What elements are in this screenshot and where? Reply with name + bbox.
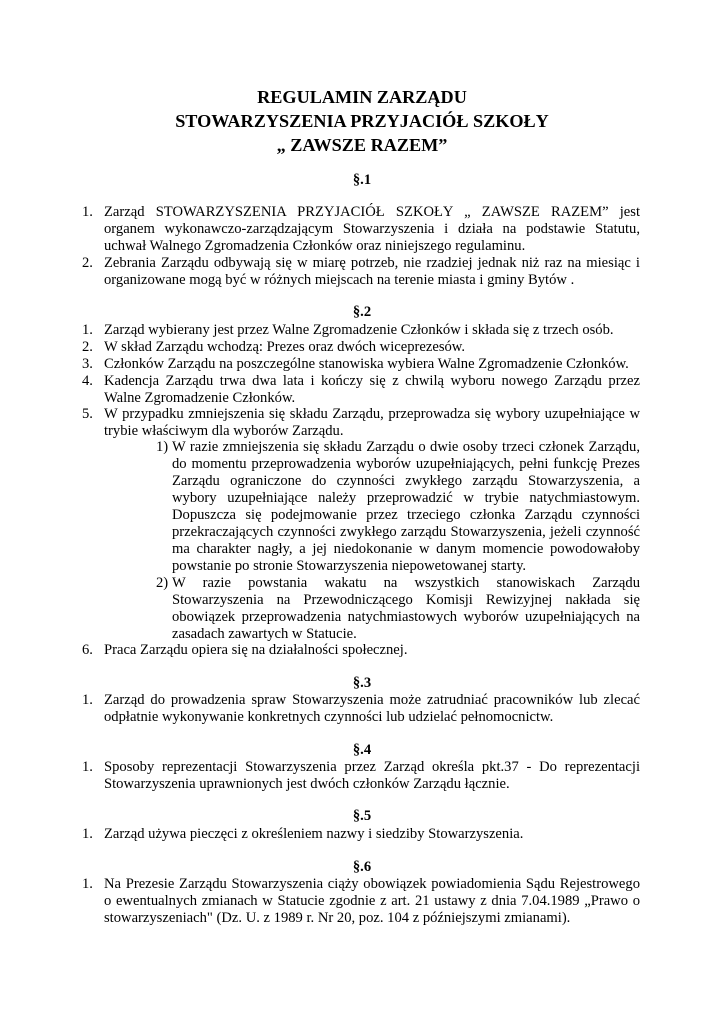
item-text: Kadencja Zarządu trwa dwa lata i kończy się z chwilą wyboru nowego Zarządu przez Walne Zgromadzenie Członków. bbox=[104, 373, 640, 406]
item-number: 1. bbox=[82, 759, 93, 775]
item-number: 2. bbox=[82, 255, 93, 271]
item-number: 6. bbox=[82, 642, 93, 658]
title-line-3: „ ZAWSZE RAZEM” bbox=[276, 135, 448, 155]
section-heading-3: §.3 bbox=[352, 675, 372, 691]
title-line-2: STOWARZYSZENIA PRZYJACIÓŁ SZKOŁY bbox=[175, 111, 549, 131]
item-text: Zarząd do prowadzenia spraw Stowarzyszenia może zatrudniać pracowników lub zlecać odpłatnie wykonywanie konkretnych czynności lub udzielać pełnomocnictw. bbox=[104, 692, 640, 725]
item-text: Zarząd używa pieczęci z określeniem nazwy i siedziby Stowarzyszenia. bbox=[104, 826, 524, 842]
item-number: 3. bbox=[82, 356, 93, 372]
item-number: 1. bbox=[82, 322, 93, 338]
section-heading-1: §.1 bbox=[352, 172, 372, 188]
item-number: 1. bbox=[82, 204, 93, 220]
item-number: 5. bbox=[82, 406, 93, 422]
item-text: Zebrania Zarządu odbywają się w miarę potrzeb, nie rzadziej jednak niż raz na miesiąc i organizowane mogą być w różnych miejscach na terenie miasta i gminy Bytów . bbox=[104, 255, 640, 288]
sub-item-text: W razie powstania wakatu na wszystkich stanowiskach Zarządu Stowarzyszenia na Przewodniczącego Komisji Rewizyjnej nakłada się obowiązek przeprowadzenia natychmiastowych wyborów uzupełniających na zasadach zawartych w Statucie. bbox=[172, 575, 640, 642]
item-text: Zarząd wybierany jest przez Walne Zgromadzenie Członków i składa się z trzech osób. bbox=[104, 322, 614, 338]
item-text: W przypadku zmniejszenia się składu Zarządu, przeprowadza się wybory uzupełniające w trybie właściwym dla wyborów Zarządu. bbox=[104, 406, 640, 439]
item-text: Zarząd STOWARZYSZENIA PRZYJACIÓŁ SZKOŁY „ ZAWSZE RAZEM” jest organem wykonawczo-zarządzającym Stowarzyszenia i działa na podstawie Statutu, uchwał Walnego Zgromadzenia Członków oraz niniejszego regulaminu. bbox=[104, 204, 640, 254]
item-text: Praca Zarządu opiera się na działalności społecznej. bbox=[104, 642, 408, 658]
sub-item-text: W razie zmniejszenia się składu Zarządu o dwie osoby trzeci członek Zarządu, do momentu przeprowadzenia wyborów uzupełniających, pełni funkcję Prezes Zarządu ograniczone do czynności zwykłego zarządu Stowarzyszenia, a wybory uzupełniające należy przeprowadzić w trybie natychmiastowym. Dopuszcza się podejmowanie przez trzeciego członka Zarządu czynności przekraczających czynności zwykłego zarządu Stowarzyszenia, jeżeli czynność ma charakter nagły, a jej niedokonanie w danym momencie powodowałoby powstanie po stronie Stowarzyszenia niepowetowanej starty. bbox=[172, 439, 640, 574]
section-heading-6: §.6 bbox=[352, 859, 372, 875]
sub-item-number: 2) bbox=[156, 575, 169, 591]
sub-item-number: 1) bbox=[156, 439, 169, 455]
item-text: Sposoby reprezentacji Stowarzyszenia przez Zarząd określa pkt.37 - Do reprezentacji Stowarzyszenia uprawnionych jest dwóch członków Zarządu łącznie. bbox=[104, 759, 640, 792]
item-number: 1. bbox=[82, 826, 93, 842]
section-heading-5: §.5 bbox=[352, 808, 372, 824]
item-number: 1. bbox=[82, 876, 93, 892]
item-number: 2. bbox=[82, 339, 93, 355]
item-text: Członków Zarządu na poszczególne stanowiska wybiera Walne Zgromadzenie Członków. bbox=[104, 356, 629, 372]
item-text: W skład Zarządu wchodzą: Prezes oraz dwóch wiceprezesów. bbox=[104, 339, 466, 355]
item-number: 4. bbox=[82, 373, 93, 389]
section-heading-4: §.4 bbox=[352, 742, 372, 758]
item-text: Na Prezesie Zarządu Stowarzyszenia ciąży obowiązek powiadomienia Sądu Rejestrowego o ewentualnych zmianach w Statucie zgodnie z art. 21 ustawy z dnia 7.04.1989 „Prawo o stowarzyszeniach" (Dz. U. z 1989 r. Nr 20, poz. 104 z późniejszymi zmianami). bbox=[104, 876, 640, 926]
title-line-1: REGULAMIN ZARZĄDU bbox=[257, 87, 467, 107]
section-heading-2: §.2 bbox=[352, 304, 372, 320]
item-number: 1. bbox=[82, 692, 93, 708]
